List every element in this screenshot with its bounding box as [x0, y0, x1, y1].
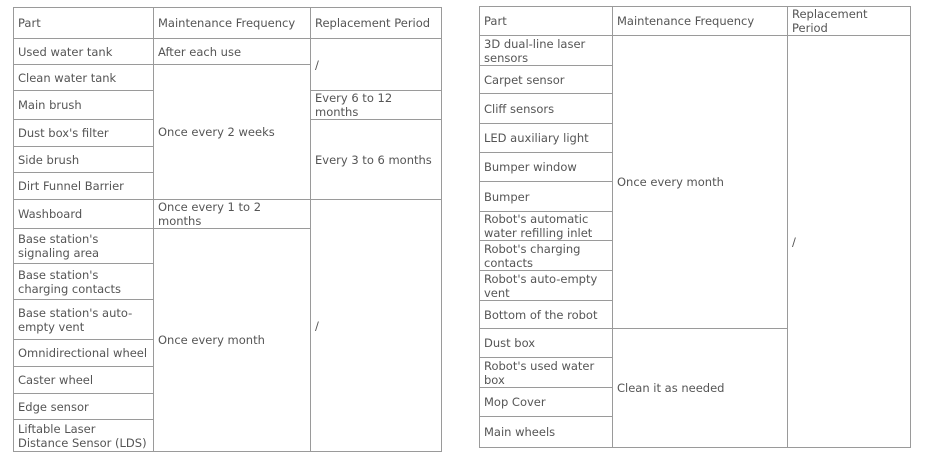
part-cell: Dust box's filter — [14, 120, 154, 147]
part-cell: LED auxiliary light — [480, 124, 613, 153]
part-cell: Dirt Funnel Barrier — [14, 173, 154, 200]
frequency-cell: After each use — [154, 39, 311, 65]
part-cell: Mop Cover — [480, 388, 613, 417]
part-cell: Caster wheel — [14, 367, 154, 394]
header-part: Part — [14, 8, 154, 39]
replacement-cell: Every 6 to 12 months — [311, 91, 442, 120]
maintenance-table-right — [479, 6, 911, 448]
part-cell: Robot's charging contacts — [480, 241, 613, 271]
frequency-cell: Once every 1 to 2 months — [154, 200, 311, 229]
header-replacement-period: Replacement Period — [788, 7, 911, 36]
part-cell: Base station's signaling area — [14, 229, 154, 264]
frequency-cell: Once every month — [154, 229, 311, 452]
part-cell: Bumper window — [480, 153, 613, 182]
part-cell: Robot's automatic water refilling inlet — [480, 212, 613, 241]
part-cell: Robot's used water box — [480, 358, 613, 388]
part-cell: Used water tank — [14, 39, 154, 65]
part-cell: Dust box — [480, 329, 613, 358]
part-cell: Bottom of the robot — [480, 301, 613, 329]
header-row — [14, 8, 442, 39]
part-cell: 3D dual-line laser sensors — [480, 36, 613, 66]
part-cell: Cliff sensors — [480, 94, 613, 124]
maintenance-table-left — [13, 7, 442, 452]
part-cell: Main brush — [14, 91, 154, 120]
header-part: Part — [480, 7, 613, 36]
part-cell: Omnidirectional wheel — [14, 340, 154, 367]
part-cell: Base station's auto-empty vent — [14, 300, 154, 340]
part-cell: Robot's auto-empty vent — [480, 271, 613, 301]
table-row — [14, 200, 442, 229]
table-row — [480, 36, 911, 66]
header-maintenance-frequency: Maintenance Frequency — [154, 8, 311, 39]
header-replacement-period: Replacement Period — [311, 8, 442, 39]
replacement-cell: Every 3 to 6 months — [311, 120, 442, 200]
part-cell: Side brush — [14, 147, 154, 173]
frequency-cell: Once every 2 weeks — [154, 65, 311, 200]
part-cell: Liftable Laser Distance Sensor (LDS) — [14, 420, 154, 452]
part-cell: Main wheels — [480, 417, 613, 448]
header-maintenance-frequency: Maintenance Frequency — [613, 7, 788, 36]
part-cell: Clean water tank — [14, 65, 154, 91]
part-cell: Bumper — [480, 182, 613, 212]
frequency-cell: Once every month — [613, 36, 788, 329]
part-cell: Carpet sensor — [480, 66, 613, 94]
part-cell: Edge sensor — [14, 394, 154, 420]
frequency-cell: Clean it as needed — [613, 329, 788, 448]
replacement-cell: / — [311, 39, 442, 91]
part-cell: Washboard — [14, 200, 154, 229]
replacement-cell: / — [311, 200, 442, 452]
header-row — [480, 7, 911, 36]
part-cell: Base station's charging contacts — [14, 264, 154, 300]
table-row — [14, 39, 442, 65]
replacement-cell: / — [788, 36, 911, 448]
